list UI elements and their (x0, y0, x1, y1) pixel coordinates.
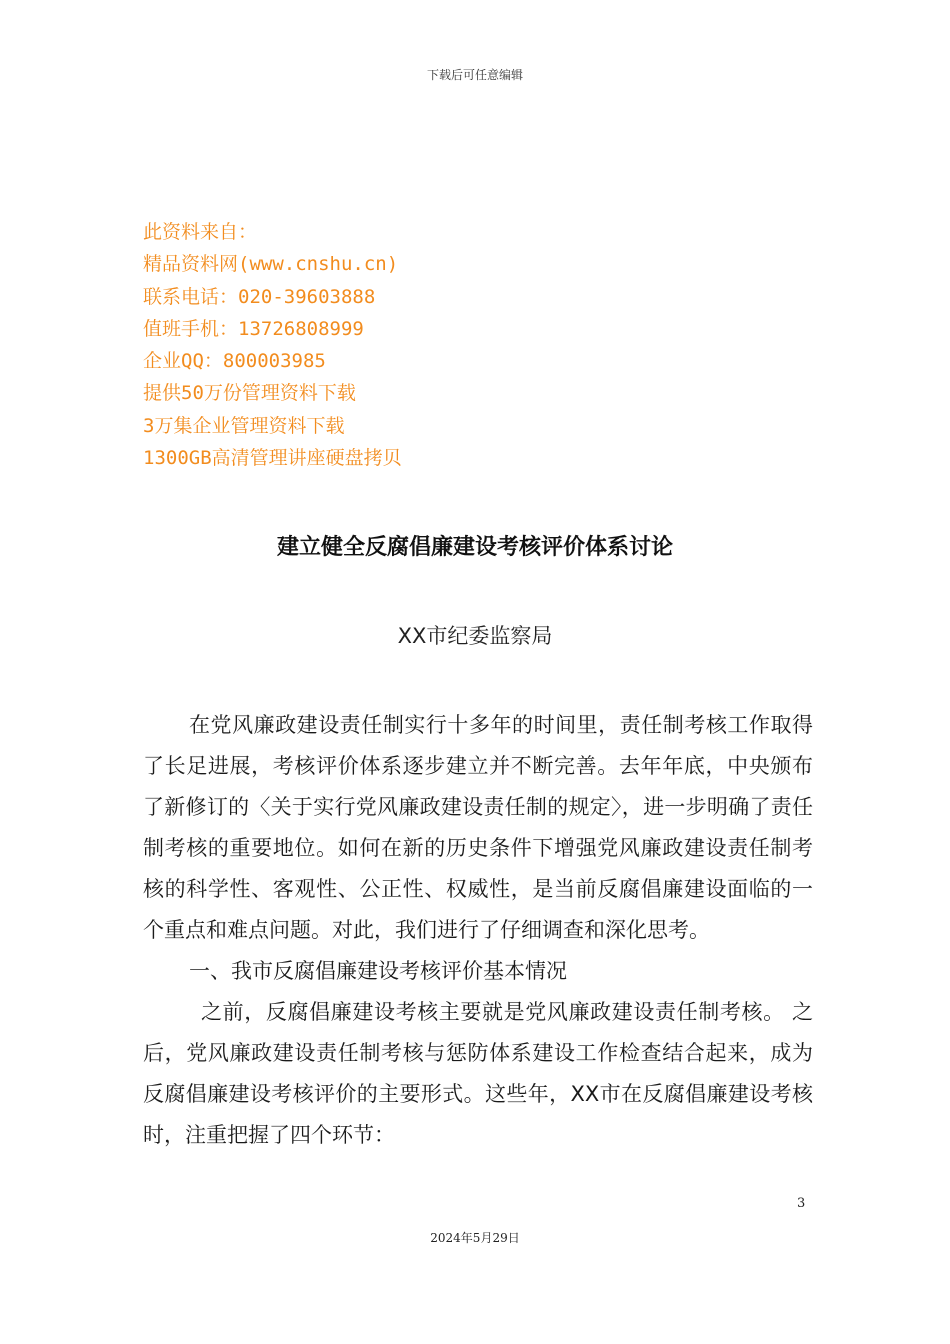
website-line: 精品资料网(www.cnshu.cn) (143, 253, 399, 276)
page-number: 3 (797, 1196, 806, 1211)
section-heading-1: 一、我市反腐倡廉建设考核评价基本情况 (189, 959, 567, 983)
qq-line: 企业QQ：800003985 (143, 350, 326, 373)
header-note: 下载后可任意编辑 (426, 68, 523, 82)
mobile-line: 值班手机：13726808999 (143, 317, 364, 340)
paragraph-intro: 在党风廉政建设责任制实行十多年的时间里，责任制考核工作取得了长足进展，考核评价体系逐步建立并不断完善。去年年底，中央颁布了新修订的〈关于实行党风廉政建设责任制的规定〉，进一步明确了责任制考核的重要地位。如何在新的历史条件下增强党风廉政建设责任制考核的科学性、客观性、公正性、权威性，是当前反腐倡廉建设面临的一个重点和难点问题。对此，我们进行了仔细调查和深化思考。 (143, 713, 813, 942)
document-org: XX市纪委监察局 (397, 624, 553, 648)
source-line: 此资料来自： (143, 221, 258, 243)
source-info-block (143, 216, 402, 474)
footer-date: 2024年5月29日 (430, 1231, 520, 1245)
paragraph-section-1: 之前，反腐倡廉建设考核主要就是党风廉政建设责任制考核。 之后，党风廉政建设责任制考核与惩防体系建设工作检查结合起来，成为反腐倡廉建设考核评价的主要形式。这些年，XX市在反腐倡廉建设考核时，注重把握了四个环节： (143, 1000, 813, 1147)
offer-line-3: 1300GB高清管理讲座硬盘拷贝 (143, 447, 402, 470)
document-body (143, 705, 813, 1156)
offer-line-2: 3万集企业管理资料下载 (143, 414, 345, 437)
document-title: 建立健全反腐倡廉建设考核评价体系讨论 (276, 535, 673, 560)
offer-line-1: 提供50万份管理资料下载 (143, 382, 356, 405)
phone-line: 联系电话：020-39603888 (143, 285, 376, 308)
